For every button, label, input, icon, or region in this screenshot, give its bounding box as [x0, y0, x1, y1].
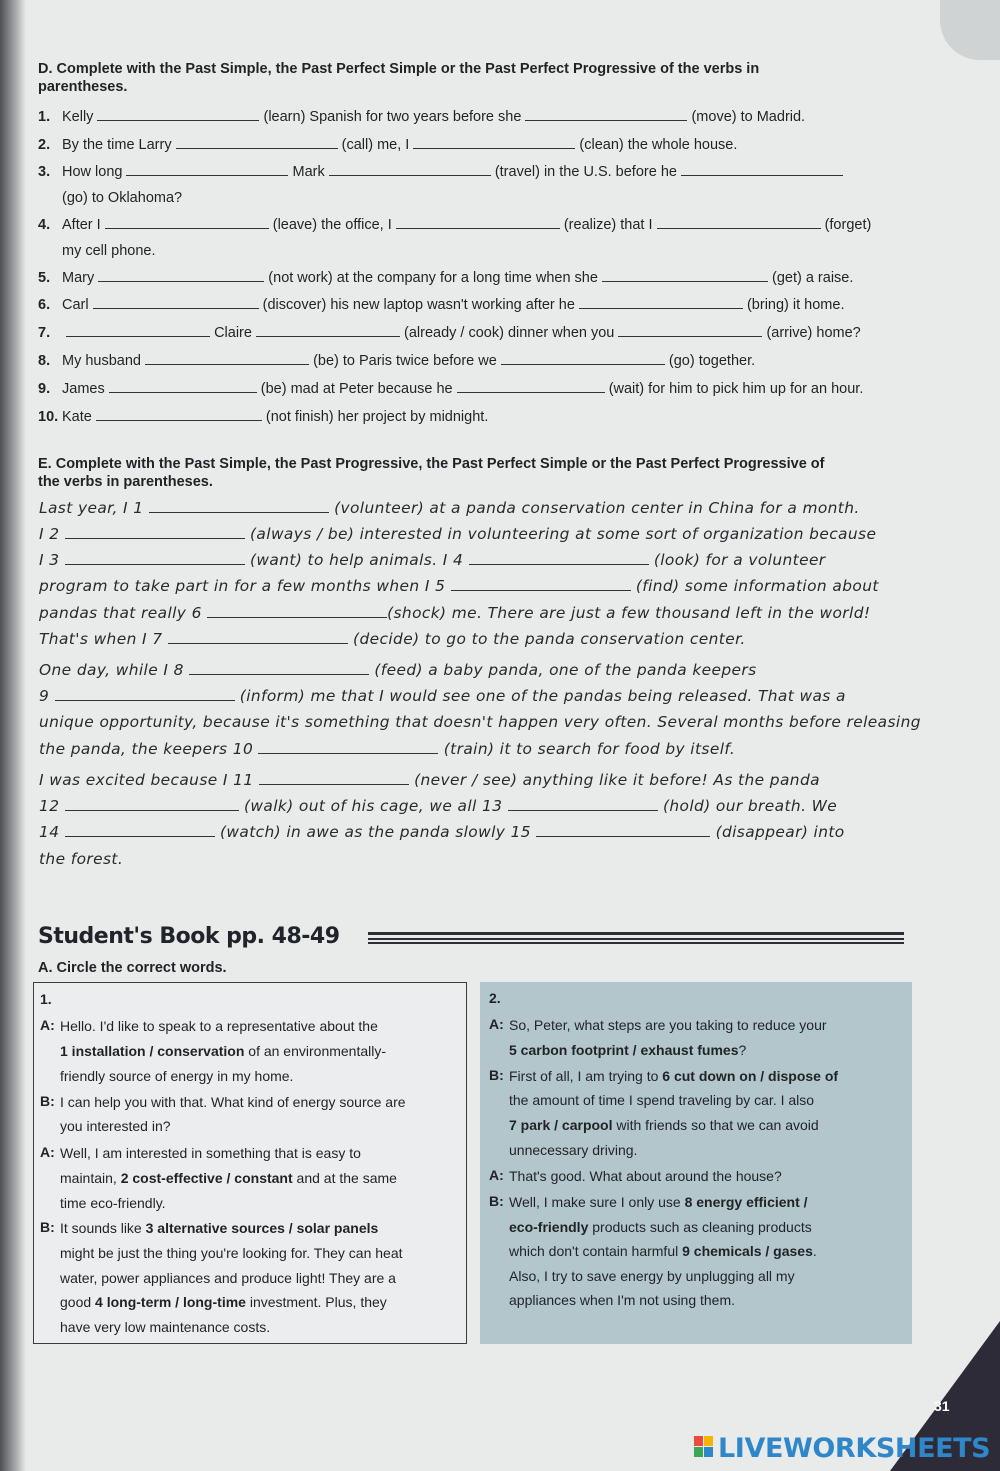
dialog-text: It sounds like [60, 1220, 146, 1236]
story-text: That's when I 7 [39, 630, 163, 648]
dialog-text: of an environmentally- [244, 1043, 387, 1059]
dialog-line [60, 1042, 386, 1060]
dialog-text: Hello. I'd like to speak to a representative about the [60, 1018, 378, 1034]
dialog-line [60, 1244, 403, 1262]
story-text: program to take part in for a few months when I 5 [39, 577, 446, 595]
item-text: (not finish) her project by midnight. [265, 409, 489, 425]
story-text: (inform) me that I would see one of the pandas being released. That was a [239, 687, 846, 705]
story-text: (watch) in awe as the panda slowly 15 [219, 823, 531, 841]
item-text: (leave) the office, I [272, 217, 392, 233]
item-text: (travel) in the U.S. before he [494, 164, 677, 180]
answer-blank[interactable] [98, 270, 264, 282]
dialog-line [509, 1242, 817, 1260]
story-text: pandas that really 6 [39, 604, 202, 622]
item-text: Mary [62, 270, 95, 286]
section-d-title [38, 60, 908, 96]
exercise-d-item-10 [38, 408, 908, 426]
dialog-line [60, 1117, 171, 1135]
story-text: (want) to help animals. I 4 [250, 551, 464, 569]
choice-7[interactable]: 7 park / carpool [509, 1117, 613, 1133]
story-line-3 [39, 550, 826, 570]
item-number: 8. [38, 353, 51, 369]
item-text: (arrive) home? [766, 325, 861, 341]
answer-blank-5[interactable] [451, 578, 631, 591]
story-line-8 [39, 686, 846, 706]
story-text: (disappear) into [715, 823, 845, 841]
item-number: 9. [38, 381, 51, 397]
dialog-text: time eco-friendly. [60, 1195, 166, 1211]
students-book-title: Student's Book pp. 48-49 [38, 924, 340, 949]
answer-blank-8[interactable] [189, 662, 369, 675]
speaker-b: B: [40, 1093, 55, 1109]
answer-blank-6[interactable] [207, 605, 387, 618]
dialog-text: and at the same [292, 1170, 397, 1186]
speaker-a: A: [489, 1167, 504, 1183]
item-text: Kate [62, 409, 92, 425]
exercise-d-item-8 [38, 352, 908, 370]
dialog-line [509, 1141, 637, 1159]
choice-8-cont[interactable]: eco-friendly [509, 1219, 589, 1235]
dialog-line [60, 1144, 361, 1162]
answer-blank[interactable] [256, 325, 400, 337]
item-number: 10. [38, 409, 59, 425]
dialog-text: . [812, 1243, 817, 1259]
story-text: (shock) me. There are just a few thousand left in the world! [387, 604, 871, 622]
answer-blank[interactable] [618, 325, 762, 337]
dialog-text: unnecessary driving. [509, 1142, 638, 1158]
answer-blank[interactable] [176, 137, 338, 149]
choice-9[interactable]: 9 chemicals / gases [682, 1243, 813, 1259]
answer-blank[interactable] [457, 381, 605, 393]
dialog-line [509, 1267, 795, 1285]
answer-blank[interactable] [105, 217, 269, 229]
story-text: I 2 [39, 525, 60, 543]
answer-blank[interactable] [579, 297, 743, 309]
item-text: (get) a raise. [772, 270, 854, 286]
answer-blank[interactable] [96, 409, 262, 421]
section-d-title-line1: D. Complete with the Past Simple, the Past Perfect Simple or the Past Perfect Progressive of the verbs in [38, 61, 760, 77]
dialog-line [60, 1219, 378, 1237]
item-text: (already / cook) dinner when you [404, 325, 615, 341]
exercise-d-item-5 [38, 269, 908, 287]
answer-blank[interactable] [602, 270, 768, 282]
dialog-line [60, 1269, 396, 1287]
item-text: (bring) it home. [746, 297, 845, 313]
story-text: I was excited because I 11 [39, 771, 254, 789]
item-continuation: my cell phone. [62, 243, 156, 259]
choice-1[interactable]: 1 installation / conservation [60, 1043, 245, 1059]
dialog-line [60, 1093, 406, 1111]
item-text: Carl [62, 297, 89, 313]
answer-blank[interactable] [93, 297, 259, 309]
answer-blank[interactable] [329, 164, 491, 176]
dialog-text: have very low maintenance costs. [60, 1319, 271, 1335]
dialog-text: First of all, I am trying to [509, 1068, 663, 1084]
answer-blank[interactable] [145, 353, 309, 365]
dialog-text: ? [738, 1042, 747, 1058]
answer-blank-11[interactable] [259, 772, 409, 785]
answer-blank[interactable] [66, 325, 210, 337]
dialog-text: That's good. What about around the house? [509, 1168, 782, 1184]
story-line-2 [39, 524, 876, 544]
item-text: Claire [214, 325, 252, 341]
dialog-line [509, 1016, 827, 1034]
choice-8[interactable]: 8 energy efficient / [684, 1194, 808, 1210]
item-number: 5. [38, 270, 51, 286]
story-text: 12 [39, 797, 60, 815]
speaker-b: B: [40, 1219, 55, 1235]
answer-blank-12[interactable] [65, 798, 239, 811]
section-a-instruction: A. Circle the correct words. [38, 960, 227, 976]
dialog-1-number: 1. [40, 991, 52, 1007]
choice-4[interactable]: 4 long-term / long-time [95, 1294, 246, 1310]
item-text: After I [62, 217, 101, 233]
item-number: 2. [38, 137, 51, 153]
dialog-text: products such as cleaning products [588, 1219, 812, 1235]
dialog-line [60, 1169, 397, 1187]
story-text: (volunteer) at a panda conservation center in China for a month. [334, 499, 860, 517]
speaker-b: B: [489, 1067, 504, 1083]
choice-6[interactable]: 6 cut down on / dispose of [662, 1068, 839, 1084]
section-e-title-line2: the verbs in parentheses. [38, 474, 213, 490]
dialog-text: friendly source of energy in my home. [60, 1068, 294, 1084]
exercise-d-item-4 [38, 216, 908, 234]
item-text: Mark [292, 164, 325, 180]
exercise-d-item-2 [38, 136, 908, 154]
story-text: (feed) a baby panda, one of the panda keepers [374, 661, 757, 679]
section-e-title-line1: E. Complete with the Past Simple, the Past Progressive, the Past Perfect Simple or the Past Perfect Progressive of [38, 456, 825, 472]
answer-blank[interactable] [97, 109, 259, 121]
dialog-line [60, 1293, 387, 1311]
item-number: 7. [38, 325, 51, 341]
item-text: James [62, 381, 105, 397]
answer-blank[interactable] [681, 164, 843, 176]
story-text: (train) it to search for food by itself. [443, 740, 736, 758]
answer-blank-2[interactable] [65, 526, 245, 539]
dialog-line [509, 1218, 812, 1236]
story-line-11 [39, 770, 820, 790]
answer-blank[interactable] [501, 353, 665, 365]
item-text: (learn) Spanish for two years before she [263, 109, 522, 125]
story-text: (decide) to go to the panda conservation center. [353, 630, 746, 648]
dialog-line [509, 1193, 808, 1211]
dialog-line [509, 1041, 746, 1059]
item-text: (realize) that I [563, 217, 653, 233]
item-text: (forget) [824, 217, 872, 233]
dialog-text: I can help you with that. What kind of energy source are [60, 1094, 406, 1110]
item-text: (not work) at the company for a long time when she [268, 270, 598, 286]
story-text: 9 [39, 687, 50, 705]
story-text: unique opportunity, because it's something that doesn't happen very often. Several months before releasing [39, 713, 921, 731]
answer-blank[interactable] [396, 217, 560, 229]
answer-blank-13[interactable] [508, 798, 658, 811]
title-rule [368, 942, 904, 944]
speaker-b: B: [489, 1193, 504, 1209]
dialog-text: the amount of time I spend traveling by car. I also [509, 1092, 815, 1108]
story-text: I 3 [39, 551, 60, 569]
dialog-line [60, 1017, 378, 1035]
dialog-text: which don't contain harmful [509, 1243, 683, 1259]
answer-blank-14[interactable] [65, 824, 215, 837]
liveworksheets-logo-icon [694, 1436, 714, 1458]
answer-blank-10[interactable] [258, 741, 438, 754]
choice-2[interactable]: 2 cost-effective / constant [120, 1170, 293, 1186]
item-number: 1. [38, 109, 51, 125]
item-number: 4. [38, 217, 51, 233]
story-text: (hold) our breath. We [662, 797, 838, 815]
dialog-line [60, 1318, 270, 1336]
dialog-2-box [480, 982, 912, 1344]
dialog-text: good [60, 1294, 96, 1310]
story-text: One day, while I 8 [39, 661, 184, 679]
section-d-title-line2: parentheses. [38, 79, 128, 95]
answer-blank-7[interactable] [168, 631, 348, 644]
answer-blank-9[interactable] [55, 688, 235, 701]
answer-blank[interactable] [413, 137, 575, 149]
dialog-line [509, 1091, 814, 1109]
story-text: (find) some information about [635, 577, 879, 595]
speaker-a: A: [40, 1017, 55, 1033]
item-text: How long [62, 164, 123, 180]
answer-blank-1[interactable] [149, 500, 329, 513]
dialog-text: maintain, [60, 1170, 121, 1186]
story-line-5 [39, 603, 870, 623]
dialog-line [509, 1167, 782, 1185]
answer-blank[interactable] [109, 381, 257, 393]
item-text: (go) together. [668, 353, 756, 369]
dialog-text: Well, I make sure I only use [509, 1194, 685, 1210]
exercise-d-item-1 [38, 108, 908, 126]
dialog-text: Also, I try to save energy by unplugging all my [509, 1268, 795, 1284]
item-text: By the time Larry [62, 137, 172, 153]
story-text: the forest. [39, 850, 124, 868]
item-text: (call) me, I [341, 137, 410, 153]
story-line-4 [39, 576, 879, 596]
speaker-a: A: [489, 1016, 504, 1032]
answer-blank-15[interactable] [536, 824, 710, 837]
story-line-6 [39, 629, 746, 649]
exercise-d-item-3 [38, 163, 908, 181]
dialog-text: Well, I am interested in something that is easy to [60, 1145, 361, 1161]
story-line-7 [39, 660, 757, 680]
dialog-text: appliances when I'm not using them. [509, 1292, 736, 1308]
item-text: (be) to Paris twice before we [313, 353, 497, 369]
story-text: (walk) out of his cage, we all 13 [243, 797, 503, 815]
dialog-1-box [33, 982, 467, 1344]
story-text: (never / see) anything like it before! As the panda [414, 771, 820, 789]
answer-blank[interactable] [525, 109, 687, 121]
exercise-d-item-6 [38, 296, 908, 314]
dialog-line [60, 1194, 166, 1212]
story-line-13 [39, 822, 845, 842]
page-corner-decoration [940, 0, 1000, 60]
dialog-text: might be just the thing you're looking for. They can heat [60, 1245, 403, 1261]
item-text: (move) to Madrid. [691, 109, 806, 125]
speaker-a: A: [40, 1144, 55, 1160]
dialog-text: with friends so that we can avoid [612, 1117, 819, 1133]
item-text: (be) mad at Peter because he [260, 381, 453, 397]
dialog-line [509, 1067, 838, 1085]
liveworksheets-watermark: LIVEWORKSHEETS [718, 1433, 991, 1464]
choice-5[interactable]: 5 carbon footprint / exhaust fumes [509, 1042, 739, 1058]
page-number: 31 [934, 1398, 950, 1414]
answer-blank-3[interactable] [65, 552, 245, 565]
dialog-text: So, Peter, what steps are you taking to reduce your [509, 1017, 827, 1033]
choice-3[interactable]: 3 alternative sources / solar panels [145, 1220, 379, 1236]
page-binding-shadow [0, 0, 26, 1471]
item-text: My husband [62, 353, 141, 369]
story-line-14 [39, 849, 123, 869]
story-line-12 [39, 796, 837, 816]
story-line-9 [39, 712, 921, 732]
item-continuation: (go) to Oklahoma? [62, 190, 183, 206]
story-line-1 [39, 498, 860, 518]
dialog-text: water, power appliances and produce light! They are a [60, 1270, 396, 1286]
dialog-text: you interested in? [60, 1118, 171, 1134]
answer-blank[interactable] [657, 217, 821, 229]
item-number: 6. [38, 297, 51, 313]
story-line-10 [39, 739, 735, 759]
answer-blank-4[interactable] [469, 552, 649, 565]
title-rule [368, 932, 904, 935]
dialog-line [60, 1067, 293, 1085]
dialog-line [509, 1291, 735, 1309]
dialog-2-number: 2. [489, 990, 501, 1006]
item-text: (clean) the whole house. [579, 137, 738, 153]
exercise-d-item-9 [38, 380, 908, 398]
exercise-d-item-7 [38, 324, 908, 342]
story-text: the panda, the keepers 10 [39, 740, 254, 758]
item-text: (wait) for him to pick him up for an hour. [608, 381, 864, 397]
item-text: (discover) his new laptop wasn't working after he [262, 297, 575, 313]
story-text: (always / be) interested in volunteering at some sort of organization because [250, 525, 877, 543]
dialog-line [509, 1116, 819, 1134]
story-text: 14 [39, 823, 60, 841]
item-number: 3. [38, 164, 51, 180]
section-e-title [38, 455, 908, 491]
dialog-text: investment. Plus, they [245, 1294, 387, 1310]
story-text: Last year, I 1 [39, 499, 144, 517]
answer-blank[interactable] [126, 164, 288, 176]
story-text: (look) for a volunteer [653, 551, 826, 569]
item-text: Kelly [62, 109, 94, 125]
title-rule [368, 938, 904, 940]
